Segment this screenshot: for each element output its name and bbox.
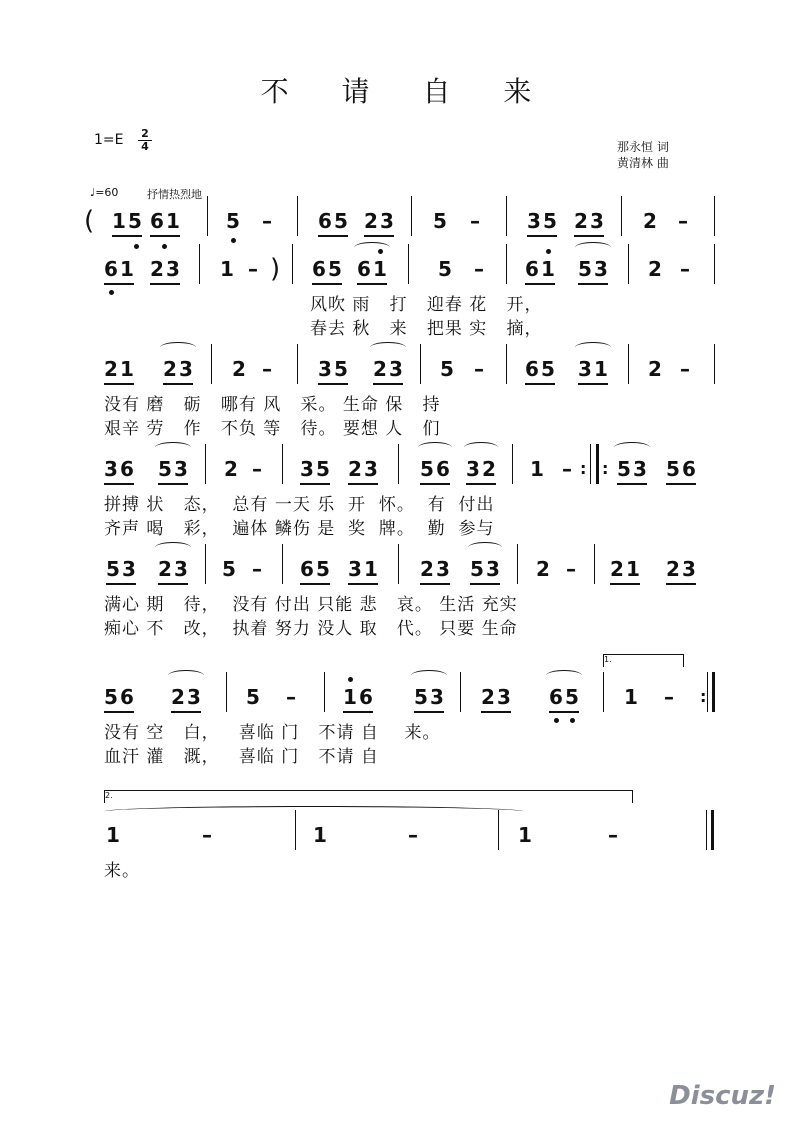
close-paren: ) xyxy=(270,254,281,284)
composer: 黄清林 曲 xyxy=(617,156,669,170)
key-signature: 1=E xyxy=(94,132,124,148)
lyrics-row-6-verse-2: 血汗 灌 溉， 喜临 门 不请 自 xyxy=(104,747,379,767)
lyrics-row-6-verse-1: 没有 空 白， 喜临 门 不请 自 来。 xyxy=(104,723,441,743)
lyrics-row-3-verse-2: 艰辛 劳 作 不负 等 待。 要想 人 们 xyxy=(104,419,441,439)
time-top: 2 xyxy=(141,127,149,140)
tempo-mark: ♩=60 xyxy=(90,186,119,199)
expression-mark: 抒情热烈地 xyxy=(147,188,202,201)
lyrics-row-4-verse-1: 拼搏 状 态， 总有 一天 乐 开 怀。 有 付出 xyxy=(104,495,495,515)
volta-1: 1. xyxy=(603,654,684,667)
lyrics-row-5-verse-1: 满心 期 待， 没有 付出 只能 悲 哀。 生活 充实 xyxy=(104,595,518,615)
lyrics-row-2-verse-2: 春去 秋 来 把果 实 摘， xyxy=(310,319,543,339)
volta-2: 2. xyxy=(104,790,633,803)
watermark: Discuz! xyxy=(669,1081,776,1111)
page-title: 不 请 自 来 xyxy=(260,75,554,108)
lyricist: 那永恒 词 xyxy=(617,140,669,154)
time-signature xyxy=(138,128,152,153)
lyrics-row-2-verse-1: 风吹 雨 打 迎春 花 开， xyxy=(310,295,543,315)
lyrics-row-5-verse-2: 痴心 不 改， 执着 努力 没人 取 代。 只要 生命 xyxy=(104,619,518,639)
lyrics-row-7: 来。 xyxy=(104,861,140,881)
time-bottom: 4 xyxy=(141,140,149,153)
open-paren: ( xyxy=(84,206,95,236)
lyrics-row-3-verse-1: 没有 磨 砺 哪有 风 采。 生命 保 持 xyxy=(104,395,441,415)
lyrics-row-4-verse-2: 齐声 喝 彩， 遍体 鳞伤 是 奖 牌。 勤 参与 xyxy=(104,519,495,539)
